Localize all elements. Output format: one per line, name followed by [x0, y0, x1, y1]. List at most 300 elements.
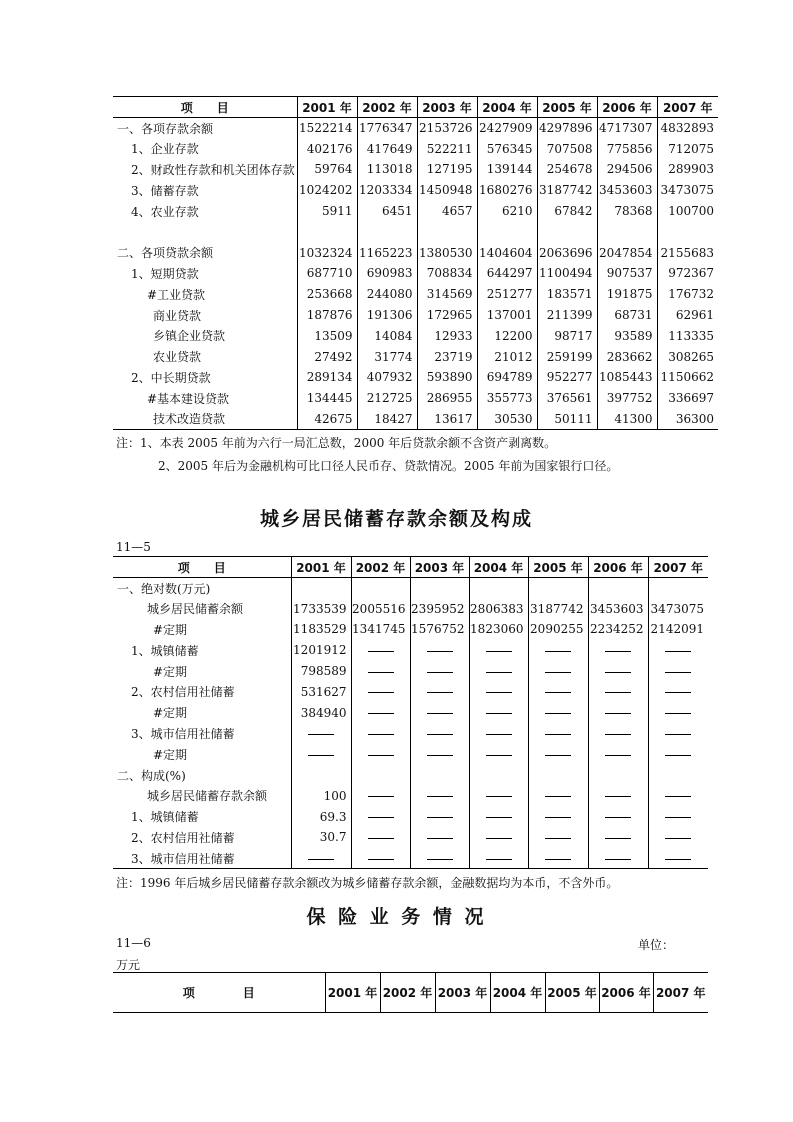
empty-dash: [410, 785, 469, 806]
dash-mark: [605, 692, 631, 693]
cell-value: 191306: [357, 305, 417, 326]
cell-value: 687710: [297, 263, 357, 284]
cell-value: 14084: [357, 325, 417, 346]
cell-value: 1680276: [477, 180, 537, 201]
cell-value: 2806383: [469, 598, 528, 619]
cell-value: 30530: [477, 409, 537, 430]
insurance-table-code: 11—6: [116, 936, 151, 950]
empty-dash: [410, 661, 469, 682]
dash-mark: [486, 734, 512, 735]
empty-dash: [588, 848, 648, 869]
table-row: [113, 284, 718, 305]
cell-value: 308265: [657, 346, 718, 367]
empty-dash: [648, 640, 708, 661]
row-label: #基本建设贷款: [147, 391, 230, 406]
dash-mark: [486, 838, 512, 839]
cell-value: 172965: [417, 305, 477, 326]
cell-value: [648, 765, 708, 786]
cell-value: 1576752: [410, 619, 469, 640]
dash-mark: [665, 713, 691, 714]
cell-value: 187876: [297, 305, 357, 326]
cell-value: 78368: [597, 201, 657, 222]
cell-value: [469, 578, 528, 599]
cell-value: 1201912: [291, 640, 351, 661]
header-year: 2005 年: [528, 557, 588, 578]
header-year: 2007 年: [653, 973, 708, 1013]
cell-value: 417649: [357, 138, 417, 159]
empty-dash: [410, 848, 469, 869]
empty-dash: [291, 723, 351, 744]
dash-mark: [427, 734, 453, 735]
row-label: 一、绝对数(万元): [117, 581, 211, 596]
dash-mark: [545, 651, 571, 652]
cell-value: 2063696: [537, 242, 597, 263]
cell-value: 212725: [357, 388, 417, 409]
empty-dash: [410, 806, 469, 827]
cell-value: 254678: [537, 159, 597, 180]
cell-value: 1380530: [417, 242, 477, 263]
cell-value: 23719: [417, 346, 477, 367]
empty-dash: [648, 681, 708, 702]
cell-value: 134445: [297, 388, 357, 409]
cell-value: 708834: [417, 263, 477, 284]
table-row: [113, 201, 718, 222]
cell-value: 1183529: [291, 619, 351, 640]
dash-mark: [545, 672, 571, 673]
dash-mark: [486, 651, 512, 652]
savings-table-title: 城乡居民储蓄存款余额及构成: [259, 508, 533, 530]
dash-mark: [368, 859, 394, 860]
cell-value: 2395952: [410, 598, 469, 619]
empty-dash: [588, 827, 648, 848]
cell-value: 336697: [657, 388, 718, 409]
table-row: [113, 346, 718, 367]
cell-value: 6210: [477, 201, 537, 222]
row-label: #定期: [153, 664, 188, 679]
table-row: [113, 305, 718, 326]
cell-value: 27492: [297, 346, 357, 367]
table-row: [113, 578, 708, 599]
cell-value: 1024202: [297, 180, 357, 201]
dash-mark: [427, 692, 453, 693]
dash-mark: [486, 713, 512, 714]
cell-value: 183571: [537, 284, 597, 305]
table-row: [113, 640, 708, 661]
cell-value: 576345: [477, 138, 537, 159]
empty-dash: [410, 827, 469, 848]
row-label: 4、农业存款: [131, 204, 199, 219]
dash-mark: [605, 755, 631, 756]
cell-value: 21012: [477, 346, 537, 367]
row-label: 城乡居民储蓄余额: [147, 602, 244, 617]
cell-value: 3473075: [657, 180, 718, 201]
empty-dash: [648, 806, 708, 827]
header-year: 2004 年: [477, 97, 537, 118]
dash-mark: [427, 817, 453, 818]
empty-dash: [351, 848, 410, 869]
table-row: [113, 159, 718, 180]
cell-value: 18427: [357, 409, 417, 430]
table1-note-1: 注：1、本表 2005 年前为六行一局汇总数，2000 年后贷款余额不含资产剥离数。: [116, 436, 557, 450]
cell-value: 384940: [291, 702, 351, 723]
cell-value: 798589: [291, 661, 351, 682]
cell-value: [528, 578, 588, 599]
cell-value: 191875: [597, 284, 657, 305]
header-year: 2002 年: [380, 973, 435, 1013]
cell-value: 1150662: [657, 367, 718, 388]
empty-dash: [528, 785, 588, 806]
header-year: 2001 年: [297, 97, 357, 118]
cell-value: 3453603: [597, 180, 657, 201]
table-row: [113, 723, 708, 744]
cell-value: 2155683: [657, 242, 718, 263]
row-label: 2、农村信用社储蓄: [131, 830, 235, 845]
dash-mark: [486, 859, 512, 860]
dash-mark: [665, 755, 691, 756]
cell-value: [357, 221, 417, 242]
cell-value: 13617: [417, 409, 477, 430]
empty-dash: [588, 661, 648, 682]
dash-mark: [486, 796, 512, 797]
cell-value: [588, 765, 648, 786]
empty-dash: [588, 640, 648, 661]
cell-value: 4717307: [597, 118, 657, 139]
dash-mark: [486, 755, 512, 756]
cell-value: 113335: [657, 325, 718, 346]
cell-value: 67842: [537, 201, 597, 222]
dash-mark: [427, 755, 453, 756]
cell-value: 127195: [417, 159, 477, 180]
cell-value: 98717: [537, 325, 597, 346]
row-label: 二、各项贷款余额: [117, 246, 214, 261]
table-row: [113, 827, 708, 848]
dash-mark: [605, 734, 631, 735]
empty-dash: [469, 744, 528, 765]
savings-table-note: 注：1996 年后城乡居民储蓄存款余额改为城乡储蓄存款余额，金融数据均为本币，不含外币。: [116, 876, 619, 890]
empty-dash: [351, 681, 410, 702]
header-year: 2004 年: [469, 557, 528, 578]
dash-mark: [368, 796, 394, 797]
cell-value: 593890: [417, 367, 477, 388]
header-year: 2006 年: [599, 973, 653, 1013]
dash-mark: [665, 734, 691, 735]
cell-value: [537, 221, 597, 242]
empty-dash: [588, 744, 648, 765]
table-row: [113, 263, 718, 284]
cell-value: 2005516: [351, 598, 410, 619]
cell-value: 690983: [357, 263, 417, 284]
header-year: 2002 年: [357, 97, 417, 118]
table-row: [113, 848, 708, 869]
cell-value: 1032324: [297, 242, 357, 263]
dash-mark: [368, 755, 394, 756]
cell-value: [351, 578, 410, 599]
dash-mark: [427, 838, 453, 839]
row-label: 1、短期贷款: [131, 266, 199, 281]
dash-mark: [605, 796, 631, 797]
cell-value: 2427909: [477, 118, 537, 139]
dash-mark: [545, 859, 571, 860]
savings-table-code: 11—5: [116, 540, 151, 554]
row-label: 2、财政性存款和机关团体存款: [131, 162, 295, 177]
insurance-table: [113, 972, 708, 1013]
cell-value: [410, 765, 469, 786]
row-label: 3、城市信用社储蓄: [131, 851, 235, 866]
cell-value: 1203334: [357, 180, 417, 201]
savings-table: [113, 556, 708, 869]
cell-value: 50111: [537, 409, 597, 430]
empty-dash: [351, 827, 410, 848]
cell-value: 1341745: [351, 619, 410, 640]
empty-dash: [410, 640, 469, 661]
cell-value: [597, 221, 657, 242]
table-row: [113, 138, 718, 159]
table-row: [113, 681, 708, 702]
cell-value: 907537: [597, 263, 657, 284]
cell-value: [648, 578, 708, 599]
cell-value: [351, 765, 410, 786]
cell-value: 211399: [537, 305, 597, 326]
header-year: 2005 年: [545, 973, 599, 1013]
dash-mark: [308, 734, 334, 735]
dash-mark: [665, 796, 691, 797]
empty-dash: [528, 661, 588, 682]
empty-dash: [469, 827, 528, 848]
dash-mark: [486, 672, 512, 673]
header-year: 2006 年: [597, 97, 657, 118]
cell-value: 1733539: [291, 598, 351, 619]
empty-dash: [351, 723, 410, 744]
cell-value: 289903: [657, 159, 718, 180]
insurance-table-title: 保 险 业 务 情 况: [306, 906, 487, 928]
table-row: [113, 118, 718, 139]
dash-mark: [368, 692, 394, 693]
cell-value: 2234252: [588, 619, 648, 640]
cell-value: 12933: [417, 325, 477, 346]
dash-mark: [486, 817, 512, 818]
cell-value: 30.7: [291, 827, 351, 848]
table-row: [113, 367, 718, 388]
cell-value: 289134: [297, 367, 357, 388]
table-row: [113, 598, 708, 619]
table-row: [113, 702, 708, 723]
cell-value: 100: [291, 785, 351, 806]
dash-mark: [545, 817, 571, 818]
table-row: [113, 409, 718, 430]
dash-mark: [545, 713, 571, 714]
cell-value: 62961: [657, 305, 718, 326]
row-label: 3、城市信用社储蓄: [131, 726, 235, 741]
cell-value: 3473075: [648, 598, 708, 619]
dash-mark: [368, 838, 394, 839]
cell-value: 139144: [477, 159, 537, 180]
cell-value: 1823060: [469, 619, 528, 640]
cell-value: 251277: [477, 284, 537, 305]
empty-dash: [469, 681, 528, 702]
row-label: 1、城镇储蓄: [131, 643, 199, 658]
table-row: [113, 744, 708, 765]
empty-dash: [410, 702, 469, 723]
header-year: 2003 年: [410, 557, 469, 578]
dash-mark: [605, 859, 631, 860]
cell-value: 2153726: [417, 118, 477, 139]
empty-dash: [351, 661, 410, 682]
cell-value: 176732: [657, 284, 718, 305]
table-row: [113, 806, 708, 827]
cell-value: 41300: [597, 409, 657, 430]
cell-value: 3187742: [528, 598, 588, 619]
empty-dash: [528, 723, 588, 744]
header-year: 2002 年: [351, 557, 410, 578]
empty-dash: [648, 827, 708, 848]
cell-value: 707508: [537, 138, 597, 159]
cell-value: 775856: [597, 138, 657, 159]
header-year: 2001 年: [291, 557, 351, 578]
insurance-unit-label: 单位：: [638, 938, 675, 952]
empty-dash: [588, 785, 648, 806]
cell-value: 1404604: [477, 242, 537, 263]
empty-dash: [291, 848, 351, 869]
empty-dash: [469, 661, 528, 682]
row-label: 技术改造贷款: [153, 412, 226, 427]
dash-mark: [368, 713, 394, 714]
dash-mark: [427, 651, 453, 652]
cell-value: 137001: [477, 305, 537, 326]
cell-value: 314569: [417, 284, 477, 305]
empty-dash: [588, 723, 648, 744]
cell-value: 68731: [597, 305, 657, 326]
table-row: [113, 765, 708, 786]
cell-value: 259199: [537, 346, 597, 367]
cell-value: 36300: [657, 409, 718, 430]
cell-value: [291, 578, 351, 599]
empty-dash: [528, 681, 588, 702]
header-year: 2001 年: [325, 973, 380, 1013]
row-label: 城乡居民储蓄存款余额: [147, 789, 268, 804]
cell-value: 644297: [477, 263, 537, 284]
header-year: 2005 年: [537, 97, 597, 118]
row-label: #定期: [153, 706, 188, 721]
empty-dash: [648, 661, 708, 682]
cell-value: 355773: [477, 388, 537, 409]
cell-value: 712075: [657, 138, 718, 159]
dash-mark: [427, 713, 453, 714]
cell-value: [417, 221, 477, 242]
cell-value: 12200: [477, 325, 537, 346]
cell-value: 59764: [297, 159, 357, 180]
empty-dash: [648, 723, 708, 744]
empty-dash: [351, 785, 410, 806]
empty-dash: [410, 681, 469, 702]
cell-value: [297, 221, 357, 242]
header-item: 项 目: [182, 986, 255, 1000]
cell-value: 531627: [291, 681, 351, 702]
empty-dash: [528, 640, 588, 661]
empty-dash: [469, 723, 528, 744]
row-label: #定期: [153, 747, 188, 762]
cell-value: 2090255: [528, 619, 588, 640]
cell-value: 1165223: [357, 242, 417, 263]
cell-value: 1776347: [357, 118, 417, 139]
row-label: #定期: [153, 622, 188, 637]
dash-mark: [368, 817, 394, 818]
empty-dash: [291, 744, 351, 765]
empty-dash: [528, 702, 588, 723]
table-row: [113, 325, 718, 346]
row-label: 农业贷款: [153, 350, 202, 365]
header-item: 项 目: [180, 100, 229, 115]
dash-mark: [605, 651, 631, 652]
deposit-loan-table: [113, 96, 718, 430]
cell-value: 4657: [417, 201, 477, 222]
header-year: 2004 年: [490, 973, 545, 1013]
cell-value: 13509: [297, 325, 357, 346]
empty-dash: [469, 640, 528, 661]
cell-value: 402176: [297, 138, 357, 159]
dash-mark: [545, 692, 571, 693]
header-year: 2007 年: [648, 557, 708, 578]
cell-value: 93589: [597, 325, 657, 346]
row-label: 1、城镇储蓄: [131, 810, 199, 825]
empty-dash: [469, 806, 528, 827]
empty-dash: [648, 702, 708, 723]
header-year: 2003 年: [417, 97, 477, 118]
cell-value: 244080: [357, 284, 417, 305]
empty-dash: [528, 744, 588, 765]
dash-mark: [665, 817, 691, 818]
dash-mark: [427, 796, 453, 797]
row-label: 一、各项存款余额: [117, 121, 214, 136]
empty-dash: [588, 702, 648, 723]
empty-dash: [528, 848, 588, 869]
dash-mark: [308, 755, 334, 756]
dash-mark: [368, 651, 394, 652]
cell-value: 283662: [597, 346, 657, 367]
cell-value: 4297896: [537, 118, 597, 139]
row-label: 2、农村信用社储蓄: [131, 685, 235, 700]
dash-mark: [545, 734, 571, 735]
empty-dash: [588, 681, 648, 702]
dash-mark: [427, 672, 453, 673]
cell-value: 294506: [597, 159, 657, 180]
cell-value: 694789: [477, 367, 537, 388]
cell-value: 1450948: [417, 180, 477, 201]
header-item: 项 目: [177, 560, 226, 575]
dash-mark: [665, 672, 691, 673]
cell-value: 253668: [297, 284, 357, 305]
empty-dash: [588, 806, 648, 827]
table-row: [113, 619, 708, 640]
dash-mark: [605, 838, 631, 839]
empty-dash: [469, 702, 528, 723]
row-label: 二、构成(%): [117, 768, 186, 783]
cell-value: [469, 765, 528, 786]
empty-dash: [410, 723, 469, 744]
table-row: [113, 388, 718, 409]
cell-value: 3187742: [537, 180, 597, 201]
cell-value: 69.3: [291, 806, 351, 827]
cell-value: [528, 765, 588, 786]
dash-mark: [427, 859, 453, 860]
cell-value: 286955: [417, 388, 477, 409]
dash-mark: [545, 838, 571, 839]
cell-value: 42675: [297, 409, 357, 430]
table-row: [113, 242, 718, 263]
cell-value: 1522214: [297, 118, 357, 139]
header-year: 2003 年: [435, 973, 490, 1013]
empty-dash: [351, 702, 410, 723]
cell-value: [657, 221, 718, 242]
